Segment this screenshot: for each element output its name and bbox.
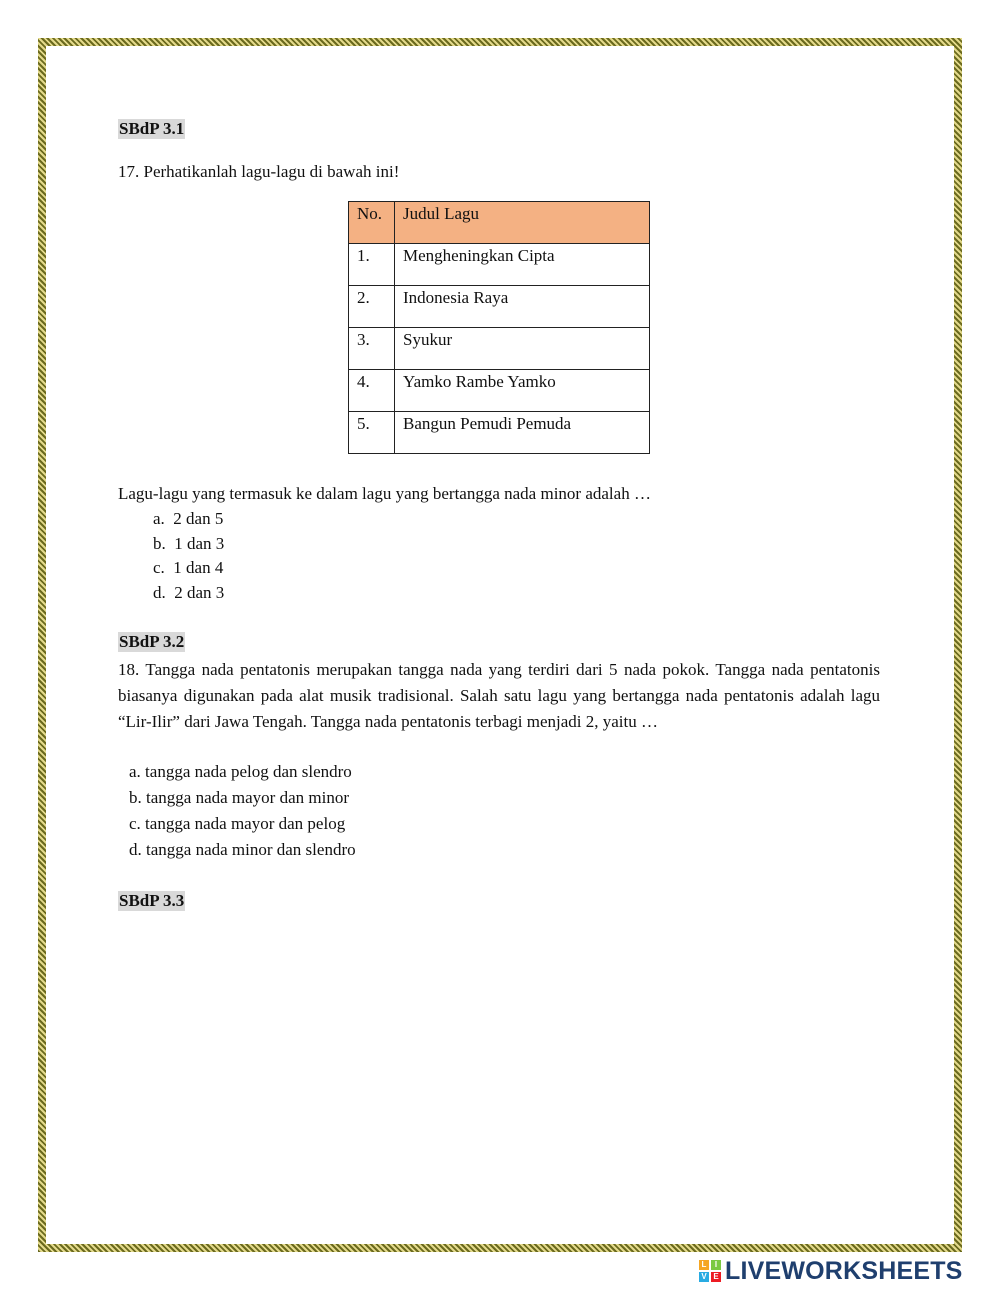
- cell-title: Syukur: [395, 328, 650, 370]
- cell-no: 5.: [349, 412, 395, 454]
- logo-mark-icon: [699, 1260, 721, 1282]
- question-17: 17. Perhatikanlah lagu-lagu di bawah ini!: [118, 162, 400, 181]
- question-18: 18. Tangga nada pentatonis merupakan tangga nada yang terdiri dari 5 nada pokok. Tangga nada pentatonis biasanya digunakan pada alat musik tradisional. Salah satu lagu yang bertangga nada pentatonis adalah lagu “Lir-Ilir” dari Jawa Tengah. Tangga nada pentatonis terbagi menjadi 2, yaitu …: [118, 660, 880, 731]
- logo-letter-e: E: [711, 1272, 721, 1282]
- logo-letter-l: L: [699, 1260, 709, 1270]
- option-18-a[interactable]: a. tangga nada pelog dan slendro: [129, 762, 352, 781]
- cell-no: 3.: [349, 328, 395, 370]
- header-title: Judul Lagu: [395, 202, 650, 244]
- cell-no: 2.: [349, 286, 395, 328]
- table-row: [349, 328, 650, 370]
- table-row: [349, 244, 650, 286]
- header-no: No.: [349, 202, 395, 244]
- cell-no: 1.: [349, 244, 395, 286]
- option-18-d[interactable]: d. tangga nada minor dan slendro: [129, 840, 356, 859]
- cell-title: Mengheningkan Cipta: [395, 244, 650, 286]
- option-17-a[interactable]: a. 2 dan 5: [153, 509, 224, 528]
- table-header-row: [349, 202, 650, 244]
- option-17-c[interactable]: c. 1 dan 4: [153, 558, 224, 577]
- option-18-c[interactable]: c. tangga nada mayor dan pelog: [129, 814, 346, 833]
- logo-letter-v: V: [699, 1272, 709, 1282]
- section-heading-3-1: SBdP 3.1: [119, 119, 185, 138]
- cell-title: Bangun Pemudi Pemuda: [395, 412, 650, 454]
- cell-no: 4.: [349, 370, 395, 412]
- cell-title: Indonesia Raya: [395, 286, 650, 328]
- option-17-b[interactable]: b. 1 dan 3: [153, 534, 225, 553]
- logo-letter-i: I: [711, 1260, 721, 1270]
- option-17-d[interactable]: d. 2 dan 3: [153, 583, 225, 602]
- liveworksheets-logo: [699, 1258, 963, 1284]
- question-17-prompt: Lagu-lagu yang termasuk ke dalam lagu yang bertangga nada minor adalah …: [118, 484, 651, 503]
- table-row: [349, 412, 650, 454]
- option-18-b[interactable]: b. tangga nada mayor dan minor: [129, 788, 349, 807]
- section-heading-3-2: SBdP 3.2: [119, 632, 185, 651]
- song-table: [348, 201, 650, 454]
- logo-text: LIVEWORKSHEETS: [725, 1256, 963, 1285]
- section-heading-3-3: SBdP 3.3: [119, 891, 185, 910]
- table-row: [349, 286, 650, 328]
- table-row: [349, 370, 650, 412]
- cell-title: Yamko Rambe Yamko: [395, 370, 650, 412]
